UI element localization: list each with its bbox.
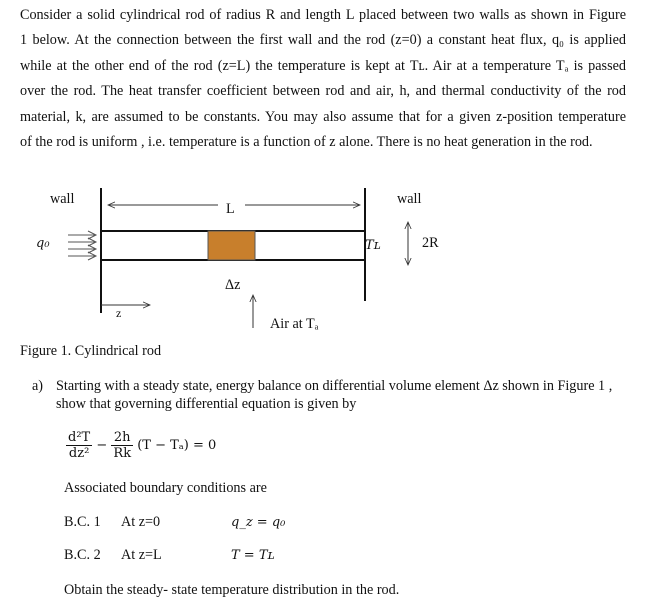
bc-heading: Associated boundary conditions are xyxy=(64,480,267,496)
problem-line: while at the other end of the rod (z=L) the temperature is kept at Tʟ. Air at a temperature Tₐ is passed xyxy=(20,57,626,74)
differential-element xyxy=(208,231,255,260)
z-label: z xyxy=(116,306,122,320)
radius-label: 2R xyxy=(422,235,439,251)
figure-caption: Figure 1. Cylindrical rod xyxy=(20,343,162,359)
bc1-label: B.C. 1 xyxy=(64,514,101,530)
heat-flux-arrows xyxy=(68,231,96,260)
final-question: Obtain the steady- state temperature distribution in the rod. xyxy=(64,582,400,598)
length-label: L xyxy=(226,201,235,217)
q0-label: q₀ xyxy=(36,236,50,251)
problem-line: of the rod is uniform , i.e. temperature is a function of z alone. There is no heat generation in the rod. xyxy=(20,134,593,151)
rod-figure xyxy=(0,180,650,345)
question-text: Starting with a steady state, energy balance on differential volume element Δz shown in Figure 1 , show that governing differential equation is given by xyxy=(56,378,613,412)
bc1-position: At z=0 xyxy=(121,514,161,530)
eq-rest: (T − Tₐ) = 0 xyxy=(137,438,217,453)
problem-statement xyxy=(20,3,626,155)
question-label: a) xyxy=(32,378,44,394)
dz-label: Δz xyxy=(225,277,241,293)
bc2-equation: T = Tʟ xyxy=(231,548,275,563)
bc2-position: At z=L xyxy=(121,547,162,563)
problem-line: Consider a solid cylindrical rod of radius R and length L placed between two walls as shown in Figure xyxy=(20,7,626,23)
governing-equation xyxy=(66,430,216,461)
d2T-fraction xyxy=(66,430,92,461)
problem-line: material, k, are assumed to be constants. You may also assume that for a given z-position temperature xyxy=(20,108,626,125)
eq-denominator: dz² xyxy=(68,446,90,461)
right-wall-label: wall xyxy=(397,191,422,207)
question-a xyxy=(32,377,626,413)
bc1-equation: q_z = q₀ xyxy=(231,515,286,530)
left-wall-label: wall xyxy=(50,191,75,207)
coef-fraction xyxy=(111,430,133,461)
eq-numerator: d²T xyxy=(68,430,91,445)
TL-label: Tʟ xyxy=(365,238,381,253)
coef-numerator: 2h xyxy=(111,430,133,446)
problem-line: over the rod. The heat transfer coefficient between rod and air, h, and thermal conductivity of the rod xyxy=(20,83,626,100)
coef-denominator: Rk xyxy=(113,446,132,461)
eq-minus: − xyxy=(96,438,108,453)
problem-line: 1 below. At the connection between the first wall and the rod (z=0) a constant heat flux, q₀ is applied xyxy=(20,32,626,49)
bc2-label: B.C. 2 xyxy=(64,547,101,563)
air-label: Air at Tₐ xyxy=(270,316,319,332)
